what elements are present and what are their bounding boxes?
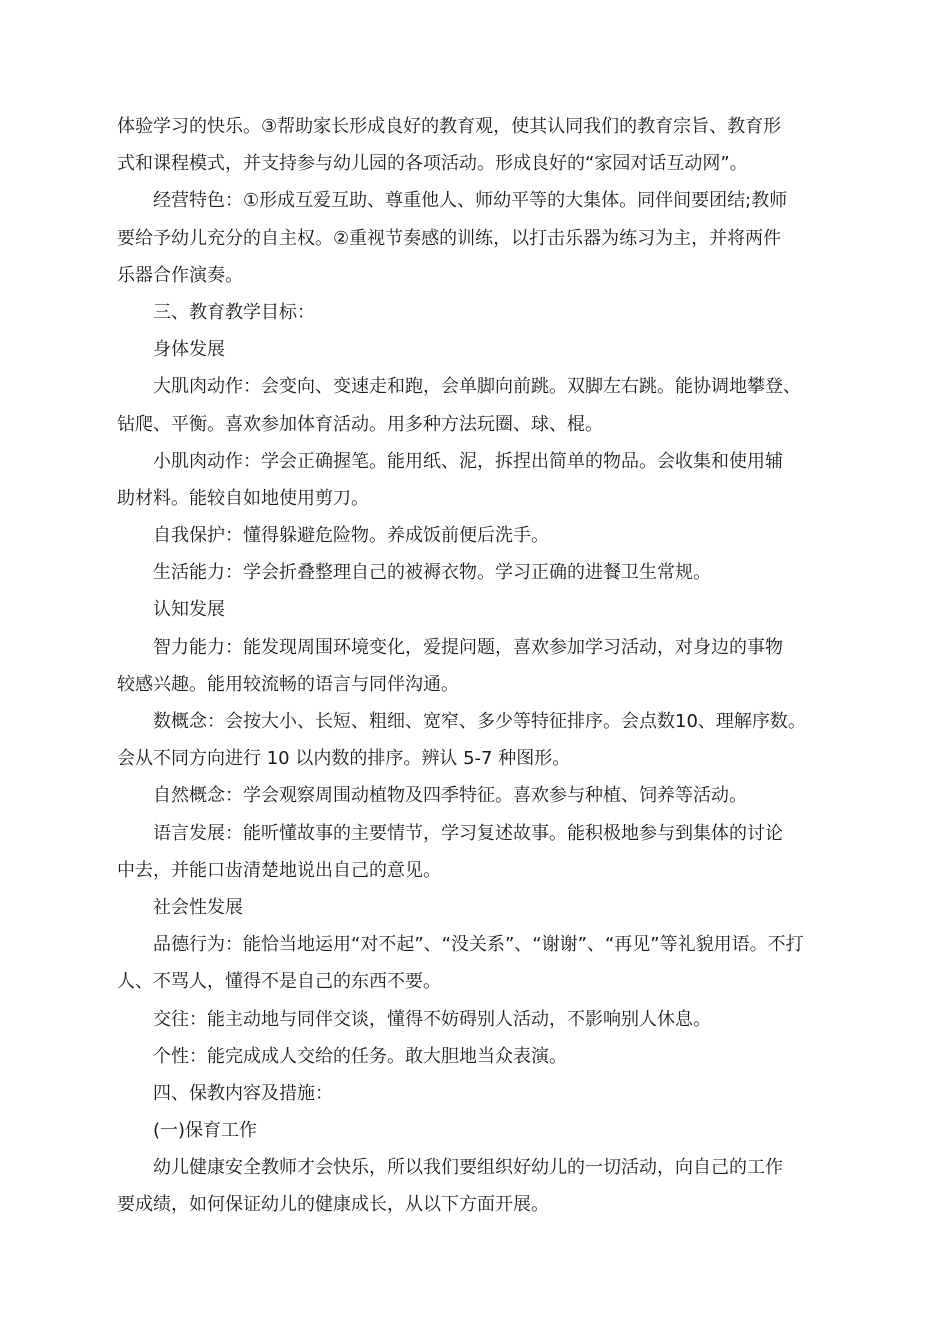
paragraph <box>117 1075 852 1112</box>
text-line: 语言发展：能听懂故事的主要情节，学习复述故事。能积极地参与到集体的讨论 <box>153 822 783 844</box>
text-line: 四、保教内容及措施： <box>153 1082 333 1104</box>
text-line: 幼儿健康安全教师才会快乐，所以我们要组织好幼儿的一切活动，向自己的工作 <box>153 1157 783 1179</box>
text-line: 会从不同方向进行 10 以内数的排序。辨认 5-7 种图形。 <box>117 748 571 770</box>
paragraph <box>117 368 852 442</box>
text-line: 体验学习的快乐。③帮助家长形成良好的教育观，使其认同我们的教育宗旨、教育形 <box>117 116 782 137</box>
text-line: 品德行为：能恰当地运用“对不起”、“没关系”、“谢谢”、“再见”等礼貌用语。不打 <box>153 934 804 956</box>
text-line: 自然概念：学会观察周围动植物及四季特征。喜欢参与种植、饲养等活动。 <box>153 785 747 807</box>
paragraph <box>117 777 852 814</box>
text-line: 经营特色：①形成互爱互助、尊重他人、师幼平等的大集体。同伴间要团结;教师 <box>153 190 788 212</box>
text-line: 钻爬、平衡。喜欢参加体育活动。用多种方法玩圈、球、棍。 <box>117 413 603 435</box>
paragraph <box>117 517 852 554</box>
text-line: 身体发展 <box>153 339 225 361</box>
paragraph <box>117 815 852 889</box>
text-line: 自我保护：懂得躲避危险物。养成饭前便后洗手。 <box>153 525 549 547</box>
text-line: 小肌肉动作：学会正确握笔。能用纸、泥，拆捏出简单的物品。会收集和使用辅 <box>153 450 783 472</box>
text-line: 交往：能主动地与同伴交谈，懂得不妨碍别人活动，不影响别人休息。 <box>153 1008 711 1030</box>
paragraph <box>117 182 852 294</box>
paragraph <box>117 889 852 926</box>
paragraph <box>117 1001 852 1038</box>
paragraph <box>117 591 852 628</box>
text-line: 三、教育教学目标： <box>153 301 315 323</box>
document-body <box>117 108 852 1224</box>
paragraph <box>117 629 852 703</box>
text-line: 生活能力：学会折叠整理自己的被褥衣物。学习正确的进餐卫生常规。 <box>153 562 711 584</box>
text-line: (一)保育工作 <box>153 1120 258 1142</box>
text-line: 要给予幼儿充分的自主权。②重视节奏感的训练，以打击乐器为练习为主，并将两件 <box>117 227 782 249</box>
text-line: 要成绩，如何保证幼儿的健康成长，从以下方面开展。 <box>117 1194 549 1216</box>
paragraph <box>117 1112 852 1149</box>
paragraph <box>117 1149 852 1223</box>
text-line: 乐器合作演奏。 <box>117 264 243 286</box>
text-line: 智力能力：能发现周围环境变化，爱提问题，喜欢参加学习活动，对身边的事物 <box>153 636 783 658</box>
text-line: 个性：能完成成人交给的任务。敢大胆地当众表演。 <box>153 1045 567 1067</box>
paragraph <box>117 554 852 591</box>
text-line: 认知发展 <box>153 599 225 621</box>
paragraph <box>117 1038 852 1075</box>
text-line: 较感兴趣。能用较流畅的语言与同伴沟通。 <box>117 673 459 695</box>
paragraph <box>117 703 852 777</box>
paragraph <box>117 331 852 368</box>
paragraph <box>117 926 852 1000</box>
text-line: 中去，并能口齿清楚地说出自己的意见。 <box>117 859 441 881</box>
text-line: 大肌肉动作：会变向、变速走和跑，会单脚向前跳。双脚左右跳。能协调地攀登、 <box>153 376 801 398</box>
text-line: 助材料。能较自如地使用剪刀。 <box>117 487 369 509</box>
text-line: 人、不骂人，懂得不是自己的东西不要。 <box>117 971 441 993</box>
paragraph <box>117 443 852 517</box>
paragraph <box>117 108 852 182</box>
text-line: 社会性发展 <box>153 896 243 918</box>
text-line: 数概念：会按大小、长短、粗细、宽窄、多少等特征排序。会点数10、理解序数。 <box>153 711 806 732</box>
text-line: 式和课程模式，并支持参与幼儿园的各项活动。形成良好的“家园对话互动网”。 <box>117 153 748 175</box>
paragraph <box>117 294 852 331</box>
